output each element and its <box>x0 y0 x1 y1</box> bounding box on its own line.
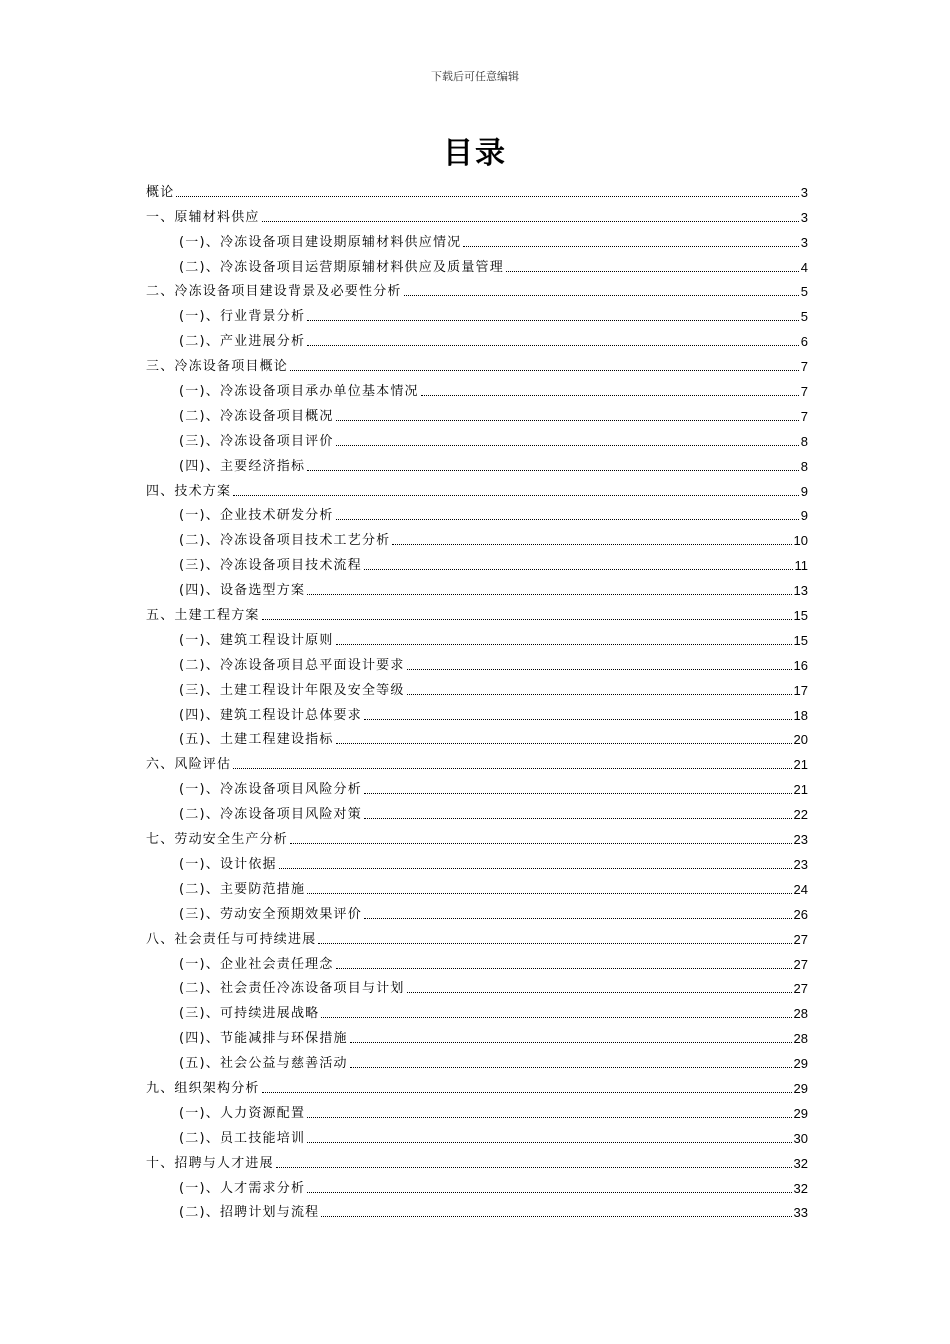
dot-leader <box>318 943 791 944</box>
toc-entry-label: 一、原辅材料供应 <box>146 209 260 225</box>
toc-entry[interactable] <box>146 1122 808 1147</box>
toc-entry[interactable] <box>146 1147 808 1172</box>
toc-entry-page: 16 <box>793 657 808 673</box>
toc-entry-page: 29 <box>793 1080 808 1096</box>
toc-entry-label: (一)、建筑工程设计原则 <box>179 632 334 648</box>
toc-entry[interactable] <box>146 1172 808 1197</box>
toc-entry-label: (二)、员工技能培训 <box>179 1130 306 1146</box>
dot-leader <box>506 271 799 272</box>
dot-leader <box>262 221 799 222</box>
dot-leader <box>421 395 799 396</box>
dot-leader <box>336 968 792 969</box>
toc-entry-page: 3 <box>800 209 808 225</box>
toc-entry[interactable] <box>146 823 808 848</box>
toc-entry[interactable] <box>146 873 808 898</box>
dot-leader <box>350 1042 792 1043</box>
dot-leader <box>262 1092 792 1093</box>
toc-entry-page: 24 <box>793 881 808 897</box>
toc-entry[interactable] <box>146 1022 808 1047</box>
toc-entry[interactable] <box>146 1047 808 1072</box>
toc-entry-label: (一)、行业背景分析 <box>179 309 306 325</box>
dot-leader <box>307 893 791 894</box>
toc-entry-page: 10 <box>793 533 808 549</box>
dot-leader <box>307 470 799 471</box>
toc-entry-page: 9 <box>800 508 808 524</box>
toc-entry[interactable] <box>146 226 808 251</box>
toc-entry-label: (一)、冷冻设备项目风险分析 <box>179 782 362 798</box>
toc-entry[interactable] <box>146 773 808 798</box>
toc-entry-page: 5 <box>800 309 808 325</box>
dot-leader <box>364 918 792 919</box>
toc-entry-label: (一)、设计依据 <box>179 856 277 872</box>
toc-entry[interactable] <box>146 724 808 749</box>
toc-entry-label: (二)、社会责任冷冻设备项目与计划 <box>179 981 405 997</box>
toc-entry-page: 3 <box>800 184 808 200</box>
toc-entry-page: 15 <box>793 632 808 648</box>
toc-entry-page: 13 <box>793 583 808 599</box>
toc-entry[interactable] <box>146 674 808 699</box>
toc-entry-label: 十、招聘与人才进展 <box>146 1155 274 1171</box>
dot-leader <box>233 495 799 496</box>
toc-entry[interactable] <box>146 848 808 873</box>
toc-entry[interactable] <box>146 923 808 948</box>
toc-entry-page: 23 <box>793 856 808 872</box>
toc-entry-label: (一)、企业社会责任理念 <box>179 956 334 972</box>
toc-entry-label: 四、技术方案 <box>146 483 232 499</box>
header-note: 下载后可任意编辑 <box>431 70 519 83</box>
toc-entry[interactable] <box>146 201 808 226</box>
dot-leader <box>407 694 792 695</box>
toc-entry[interactable] <box>146 300 808 325</box>
toc-entry[interactable] <box>146 1097 808 1122</box>
toc-entry-page: 17 <box>793 682 808 698</box>
toc-entry-page: 3 <box>800 234 808 250</box>
dot-leader <box>407 992 792 993</box>
toc-entry-label: (一)、企业技术研发分析 <box>179 508 334 524</box>
toc-entry[interactable] <box>146 400 808 425</box>
toc-entry-page: 15 <box>793 608 808 624</box>
toc-entry[interactable] <box>146 450 808 475</box>
toc-entry[interactable] <box>146 350 808 375</box>
toc-entry-page: 18 <box>793 707 808 723</box>
toc-entry[interactable] <box>146 798 808 823</box>
toc-entry-page: 22 <box>793 807 808 823</box>
toc-entry-label: 二、冷冻设备项目建设背景及必要性分析 <box>146 284 402 300</box>
toc-entry[interactable] <box>146 699 808 724</box>
toc-entry[interactable] <box>146 599 808 624</box>
toc-entry[interactable] <box>146 574 808 599</box>
toc-entry-label: 五、土建工程方案 <box>146 608 260 624</box>
toc-entry[interactable] <box>146 649 808 674</box>
toc-entry-label: 九、组织架构分析 <box>146 1080 260 1096</box>
toc-entry-label: (三)、冷冻设备项目评价 <box>179 433 334 449</box>
dot-leader <box>407 669 792 670</box>
dot-leader <box>364 818 792 819</box>
toc-entry-label: 概论 <box>146 184 175 200</box>
toc-entry-page: 26 <box>793 906 808 922</box>
dot-leader <box>279 868 792 869</box>
dot-leader <box>364 569 793 570</box>
toc-entry-label: (四)、建筑工程设计总体要求 <box>179 707 362 723</box>
toc-entry-page: 11 <box>794 558 808 574</box>
toc-entry[interactable] <box>146 748 808 773</box>
toc-entry-page: 29 <box>793 1056 808 1072</box>
toc-entry-page: 7 <box>800 384 808 400</box>
toc-entry[interactable] <box>146 425 808 450</box>
toc-entry-label: (二)、冷冻设备项目概况 <box>179 408 334 424</box>
toc-entry-page: 9 <box>800 483 808 499</box>
toc-entry[interactable] <box>146 176 808 201</box>
toc-entry-label: (二)、冷冻设备项目运营期原辅材料供应及质量管理 <box>179 259 504 275</box>
dot-leader <box>336 420 799 421</box>
dot-leader <box>392 544 791 545</box>
dot-leader <box>307 320 799 321</box>
dot-leader <box>336 445 799 446</box>
toc-entry-label: (二)、产业进展分析 <box>179 334 306 350</box>
toc-entry-label: (一)、冷冻设备项目建设期原辅材料供应情况 <box>179 234 462 250</box>
toc-entry-label: (五)、土建工程建设指标 <box>179 732 334 748</box>
table-of-contents <box>146 176 808 1221</box>
toc-entry[interactable] <box>146 1197 808 1222</box>
dot-leader <box>307 345 799 346</box>
toc-entry-page: 28 <box>793 1031 808 1047</box>
toc-entry-label: 三、冷冻设备项目概论 <box>146 359 289 375</box>
toc-entry-page: 8 <box>800 433 808 449</box>
dot-leader <box>276 1167 792 1168</box>
toc-entry-label: 八、社会责任与可持续进展 <box>146 931 317 947</box>
toc-entry[interactable] <box>146 500 808 525</box>
dot-leader <box>364 719 792 720</box>
toc-entry-label: (三)、冷冻设备项目技术流程 <box>179 558 362 574</box>
toc-entry-page: 33 <box>793 1205 808 1221</box>
dot-leader <box>336 743 792 744</box>
toc-entry[interactable] <box>146 973 808 998</box>
toc-entry-page: 20 <box>793 732 808 748</box>
toc-entry-label: (二)、招聘计划与流程 <box>179 1205 320 1221</box>
dot-leader <box>336 644 792 645</box>
toc-entry-page: 30 <box>793 1130 808 1146</box>
toc-entry[interactable] <box>146 624 808 649</box>
toc-entry[interactable] <box>146 1072 808 1097</box>
dot-leader <box>321 1216 791 1217</box>
toc-entry-page: 32 <box>793 1180 808 1196</box>
dot-leader <box>290 843 792 844</box>
toc-entry-label: (二)、主要防范措施 <box>179 881 306 897</box>
dot-leader <box>176 196 798 197</box>
toc-entry-label: (二)、冷冻设备项目总平面设计要求 <box>179 657 405 673</box>
dot-leader <box>463 246 798 247</box>
dot-leader <box>321 1017 791 1018</box>
toc-entry[interactable] <box>146 997 808 1022</box>
toc-entry-label: (四)、设备选型方案 <box>179 583 306 599</box>
dot-leader <box>262 619 792 620</box>
toc-entry-page: 8 <box>800 458 808 474</box>
toc-entry[interactable] <box>146 549 808 574</box>
toc-entry-label: (一)、冷冻设备项目承办单位基本情况 <box>179 384 419 400</box>
toc-entry-page: 27 <box>793 981 808 997</box>
toc-entry-label: (二)、冷冻设备项目风险对策 <box>179 807 362 823</box>
toc-entry-label: (一)、人力资源配置 <box>179 1105 306 1121</box>
toc-entry-label: 六、风险评估 <box>146 757 232 773</box>
toc-entry[interactable] <box>146 375 808 400</box>
toc-entry-page: 7 <box>800 359 808 375</box>
dot-leader <box>307 1192 791 1193</box>
dot-leader <box>364 793 792 794</box>
toc-entry[interactable] <box>146 898 808 923</box>
toc-entry-label: (四)、节能减排与环保措施 <box>179 1031 348 1047</box>
toc-entry[interactable] <box>146 251 808 276</box>
toc-entry-page: 27 <box>793 931 808 947</box>
toc-entry-label: (四)、主要经济指标 <box>179 458 306 474</box>
dot-leader <box>233 768 791 769</box>
dot-leader <box>307 1142 791 1143</box>
toc-entry[interactable] <box>146 475 808 500</box>
toc-entry-page: 21 <box>793 757 808 773</box>
toc-entry-page: 28 <box>793 1006 808 1022</box>
toc-entry[interactable] <box>146 948 808 973</box>
toc-entry-label: (三)、劳动安全预期效果评价 <box>179 906 362 922</box>
toc-entry-page: 7 <box>800 408 808 424</box>
dot-leader <box>404 295 799 296</box>
toc-entry-page: 5 <box>800 284 808 300</box>
toc-entry-label: (三)、土建工程设计年限及安全等级 <box>179 682 405 698</box>
dot-leader <box>350 1067 792 1068</box>
toc-entry-page: 4 <box>800 259 808 275</box>
toc-entry-page: 27 <box>793 956 808 972</box>
dot-leader <box>307 594 791 595</box>
toc-entry-label: (五)、社会公益与慈善活动 <box>179 1056 348 1072</box>
dot-leader <box>290 370 799 371</box>
toc-entry-page: 29 <box>793 1105 808 1121</box>
toc-title: 目录 <box>443 136 507 171</box>
toc-entry-label: (三)、可持续进展战略 <box>179 1006 320 1022</box>
toc-entry-page: 21 <box>793 782 808 798</box>
toc-entry-label: 七、劳动安全生产分析 <box>146 832 289 848</box>
toc-entry-label: (二)、冷冻设备项目技术工艺分析 <box>179 533 391 549</box>
dot-leader <box>336 519 799 520</box>
toc-entry-label: (一)、人才需求分析 <box>179 1180 306 1196</box>
dot-leader <box>307 1117 791 1118</box>
toc-entry[interactable] <box>146 325 808 350</box>
toc-entry[interactable] <box>146 524 808 549</box>
toc-entry-page: 32 <box>793 1155 808 1171</box>
toc-entry-page: 6 <box>800 334 808 350</box>
toc-entry[interactable] <box>146 276 808 301</box>
toc-entry-page: 23 <box>793 832 808 848</box>
